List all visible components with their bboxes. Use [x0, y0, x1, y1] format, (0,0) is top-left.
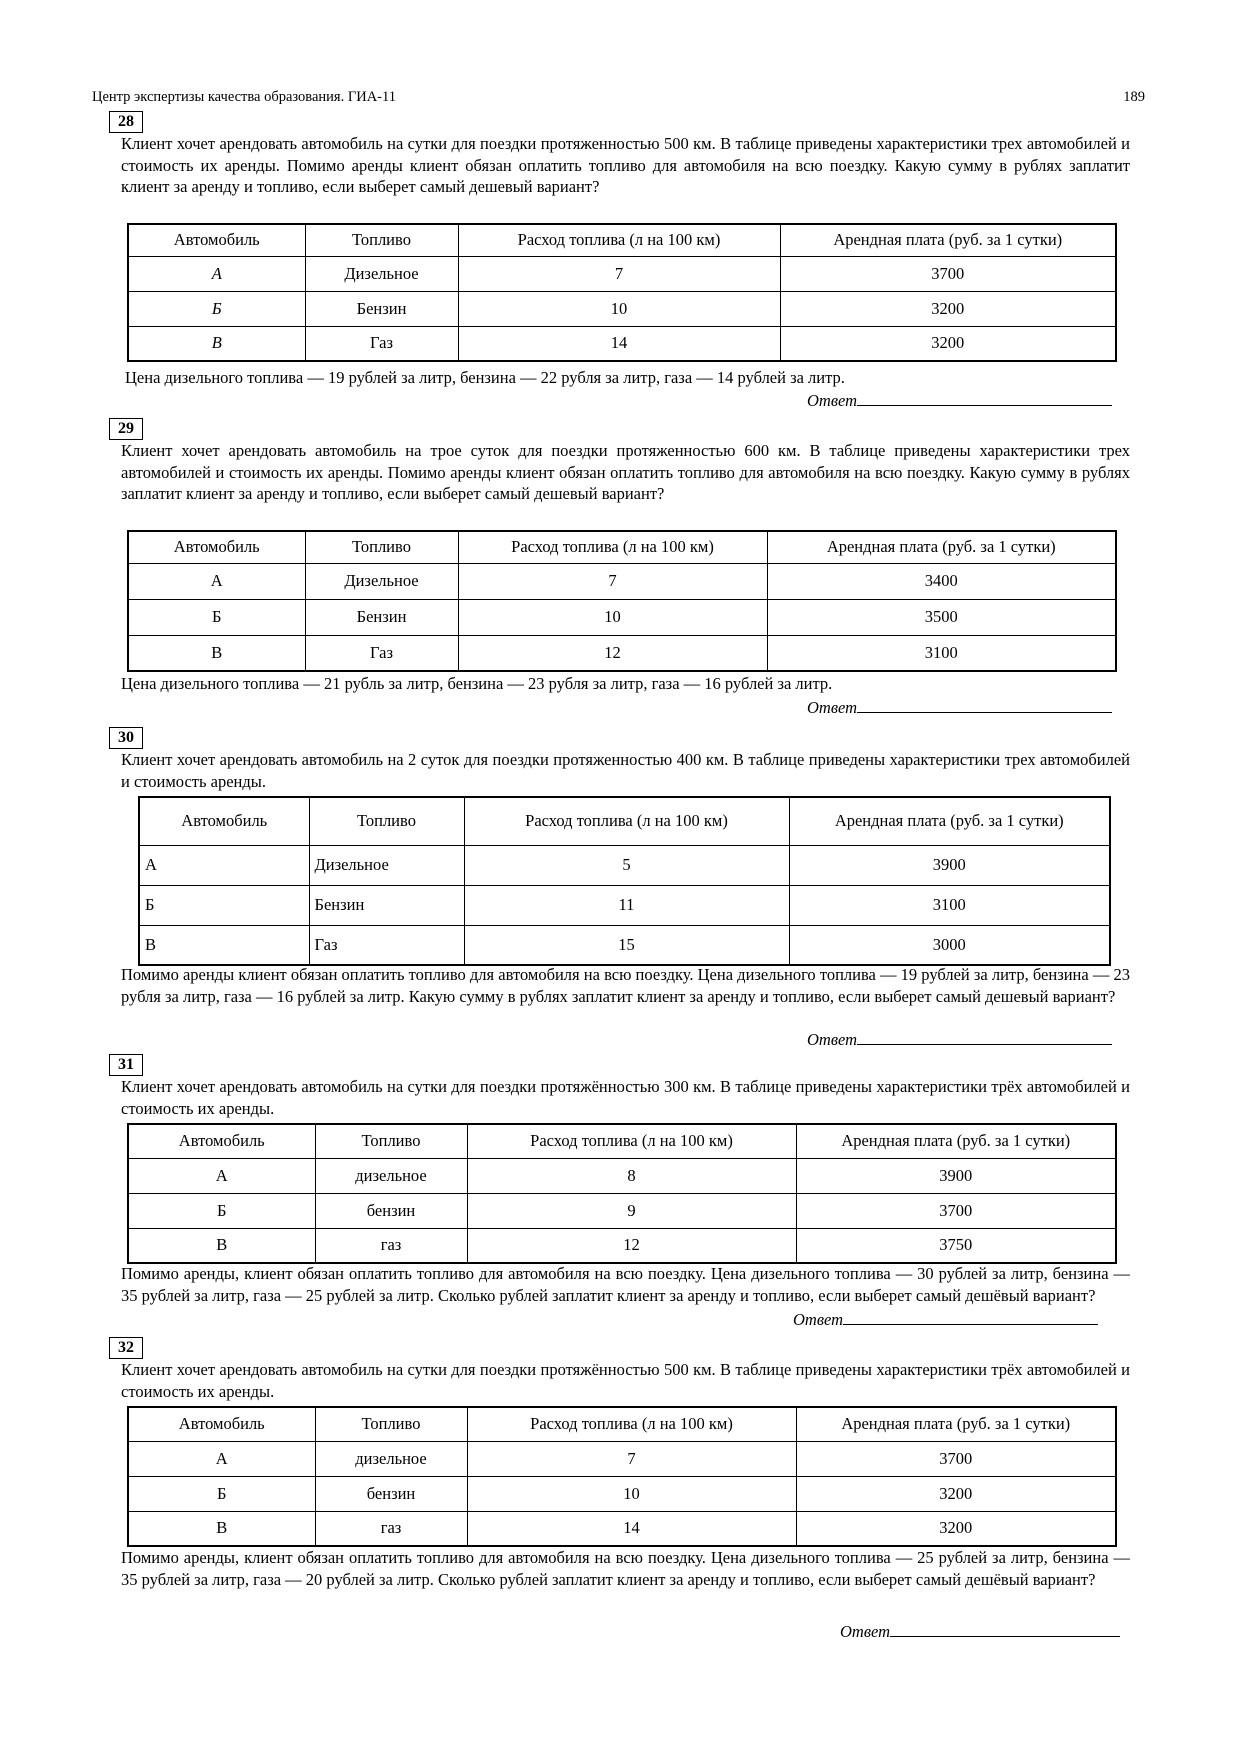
table-cell: Газ [305, 635, 458, 671]
table-cell: 3200 [796, 1511, 1116, 1546]
column-header: Топливо [305, 224, 458, 256]
table-cell: А [128, 1158, 315, 1193]
answer-field[interactable] [807, 390, 1112, 411]
table-cell: Бензин [309, 885, 464, 925]
answer-line [890, 1621, 1120, 1637]
table-row [128, 1476, 1116, 1511]
table-cell: 8 [467, 1158, 796, 1193]
table-cell: 12 [458, 635, 767, 671]
table-cell: Б [128, 291, 305, 326]
answer-line [843, 1309, 1098, 1325]
answer-line [857, 697, 1112, 713]
table-cell: 10 [458, 291, 780, 326]
column-header: Автомобиль [128, 1407, 315, 1441]
table-row [128, 599, 1116, 635]
table-cell: Б [128, 1476, 315, 1511]
table-cell: Дизельное [309, 845, 464, 885]
table-row [128, 563, 1116, 599]
table-cell: 14 [458, 326, 780, 361]
answer-field[interactable] [840, 1621, 1120, 1642]
problem-text: Клиент хочет арендовать автомобиль на трое суток для поездки протяженностью 600 км. В таблице приведены характеристики трех автомобилей и стоимость их аренды. Помимо аренды клиент обязан оплатить топливо для автомобиля на всю поездку. Какую сумму в рублях заплатит клиент за аренду и топливо, если выберет самый дешевый вариант? [121, 441, 1130, 503]
column-header: Автомобиль [128, 531, 305, 563]
table-cell: 10 [467, 1476, 796, 1511]
answer-label: Ответ [807, 698, 858, 717]
column-header: Расход топлива (л на 100 км) [467, 1124, 796, 1158]
table-cell: В [128, 326, 305, 361]
column-header: Топливо [305, 531, 458, 563]
answer-field[interactable] [807, 697, 1112, 718]
table-row [128, 635, 1116, 671]
table-row [139, 845, 1110, 885]
column-header: Автомобиль [128, 224, 305, 256]
table-cell: 10 [458, 599, 767, 635]
problem-text: Клиент хочет арендовать автомобиль на сутки для поездки протяжённостью 500 км. В таблице приведены характеристики трёх автомобилей и стоимость их аренды. [121, 1360, 1130, 1401]
table-cell: Газ [309, 925, 464, 965]
table-cell: А [128, 1441, 315, 1476]
table-row [139, 885, 1110, 925]
table-header-row [128, 531, 1116, 563]
table-cell: Б [139, 885, 309, 925]
problem-number: 31 [109, 1054, 143, 1076]
data-table [127, 223, 1117, 362]
column-header: Расход топлива (л на 100 км) [458, 531, 767, 563]
table-cell: дизельное [315, 1158, 467, 1193]
price-note: Цена дизельного топлива — 19 рублей за литр, бензина — 22 рубля за литр, газа — 14 рублей за литр. [125, 368, 845, 387]
data-table [138, 796, 1111, 966]
column-header: Расход топлива (л на 100 км) [458, 224, 780, 256]
table-cell: бензин [315, 1476, 467, 1511]
table-row [128, 1511, 1116, 1546]
table-cell: 3700 [796, 1193, 1116, 1228]
problem-number: 29 [109, 418, 143, 440]
table-cell: 7 [467, 1441, 796, 1476]
table-cell: 9 [467, 1193, 796, 1228]
price-note: Цена дизельного топлива — 21 рубль за литр, бензина — 23 рубля за литр, газа — 16 рублей за литр. [121, 674, 833, 693]
data-table [127, 1406, 1117, 1547]
table-cell: газ [315, 1511, 467, 1546]
column-header: Автомобиль [139, 797, 309, 845]
table-row [139, 925, 1110, 965]
table-cell: В [139, 925, 309, 965]
table-row [128, 291, 1116, 326]
table-header-row [128, 1124, 1116, 1158]
answer-label: Ответ [807, 391, 858, 410]
table-header-row [128, 1407, 1116, 1441]
column-header: Арендная плата (руб. за 1 сутки) [780, 224, 1116, 256]
column-header: Арендная плата (руб. за 1 сутки) [767, 531, 1116, 563]
table-cell: 5 [464, 845, 789, 885]
page-header-title: Центр экспертизы качества образования. ГИА-11 [92, 89, 396, 105]
column-header: Арендная плата (руб. за 1 сутки) [796, 1124, 1116, 1158]
problem-number: 30 [109, 727, 143, 749]
table-cell: Бензин [305, 291, 458, 326]
table-cell: дизельное [315, 1441, 467, 1476]
table-cell: 3900 [796, 1158, 1116, 1193]
problem-followup-text: Помимо аренды, клиент обязан оплатить топливо для автомобиля на всю поездку. Цена дизельного топлива — 30 рублей за литр, бензина — 35 рублей за литр, газа — 25 рублей за литр. Сколько рублей заплатит клиент за аренду и топливо, если выберет самый дешёвый вариант? [121, 1264, 1130, 1305]
data-table [127, 1123, 1117, 1264]
problem-number: 32 [109, 1337, 143, 1359]
answer-label: Ответ [840, 1622, 891, 1641]
table-cell: 3750 [796, 1228, 1116, 1263]
table-cell: А [128, 256, 305, 291]
answer-line [857, 390, 1112, 406]
page-number: 189 [1123, 89, 1145, 105]
table-cell: 3200 [780, 291, 1116, 326]
table-cell: 3100 [767, 635, 1116, 671]
answer-line [857, 1029, 1112, 1045]
column-header: Автомобиль [128, 1124, 315, 1158]
table-cell: 11 [464, 885, 789, 925]
table-cell: А [128, 563, 305, 599]
table-cell: В [128, 1511, 315, 1546]
problem-followup-text: Помимо аренды, клиент обязан оплатить топливо для автомобиля на всю поездку. Цена дизельного топлива — 25 рублей за литр, бензина — 35 рублей за литр, газа — 20 рублей за литр. Сколько рублей заплатит клиент за аренду и топливо, если выберет самый дешёвый вариант? [121, 1548, 1130, 1589]
table-row [128, 1158, 1116, 1193]
table-header-row [128, 224, 1116, 256]
table-header-row [139, 797, 1110, 845]
table-row [128, 1193, 1116, 1228]
table-cell: газ [315, 1228, 467, 1263]
table-cell: 12 [467, 1228, 796, 1263]
table-cell: 3700 [796, 1441, 1116, 1476]
table-cell: Бензин [305, 599, 458, 635]
problem-text: Клиент хочет арендовать автомобиль на сутки для поездки протяженностью 500 км. В таблице приведены характеристики трех автомобилей и стоимость их аренды. Помимо аренды клиент обязан оплатить топливо для автомобиля на всю поездку. Какую сумму в рублях заплатит клиент за аренду и топливо, если выберет самый дешевый вариант? [121, 134, 1130, 196]
table-cell: 15 [464, 925, 789, 965]
answer-field[interactable] [793, 1309, 1098, 1330]
table-cell: 7 [458, 256, 780, 291]
table-cell: 3500 [767, 599, 1116, 635]
problem-number: 28 [109, 111, 143, 133]
table-cell: 3100 [789, 885, 1110, 925]
table-cell: 7 [458, 563, 767, 599]
table-cell: 3000 [789, 925, 1110, 965]
column-header: Топливо [315, 1407, 467, 1441]
column-header: Расход топлива (л на 100 км) [467, 1407, 796, 1441]
column-header: Топливо [315, 1124, 467, 1158]
table-cell: Газ [305, 326, 458, 361]
table-cell: 3700 [780, 256, 1116, 291]
table-cell: 3200 [780, 326, 1116, 361]
data-table [127, 530, 1117, 672]
column-header: Арендная плата (руб. за 1 сутки) [789, 797, 1110, 845]
problem-text: Клиент хочет арендовать автомобиль на сутки для поездки протяжённостью 300 км. В таблице приведены характеристики трёх автомобилей и стоимость их аренды. [121, 1077, 1130, 1118]
table-cell: Дизельное [305, 256, 458, 291]
column-header: Расход топлива (л на 100 км) [464, 797, 789, 845]
answer-field[interactable] [807, 1029, 1112, 1050]
table-cell: Дизельное [305, 563, 458, 599]
table-cell: Б [128, 1193, 315, 1228]
table-cell: 14 [467, 1511, 796, 1546]
table-cell: В [128, 635, 305, 671]
table-row [128, 1228, 1116, 1263]
column-header: Арендная плата (руб. за 1 сутки) [796, 1407, 1116, 1441]
table-cell: 3400 [767, 563, 1116, 599]
table-row [128, 256, 1116, 291]
table-cell: Б [128, 599, 305, 635]
column-header: Топливо [309, 797, 464, 845]
table-cell: бензин [315, 1193, 467, 1228]
table-cell: 3900 [789, 845, 1110, 885]
table-cell: 3200 [796, 1476, 1116, 1511]
answer-label: Ответ [793, 1310, 844, 1329]
table-row [128, 326, 1116, 361]
problem-text: Клиент хочет арендовать автомобиль на 2 суток для поездки протяженностью 400 км. В таблице приведены характеристики трех автомобилей и стоимость аренды. [121, 750, 1130, 791]
table-cell: А [139, 845, 309, 885]
answer-label: Ответ [807, 1030, 858, 1049]
table-row [128, 1441, 1116, 1476]
problem-followup-text: Помимо аренды клиент обязан оплатить топливо для автомобиля на всю поездку. Цена дизельного топлива — 19 рублей за литр, бензина — 23 рубля за литр, газа — 16 рублей за литр. Какую сумму в рублях заплатит клиент за аренду и топливо, если выберет самый дешевый вариант? [121, 965, 1130, 1006]
table-cell: В [128, 1228, 315, 1263]
